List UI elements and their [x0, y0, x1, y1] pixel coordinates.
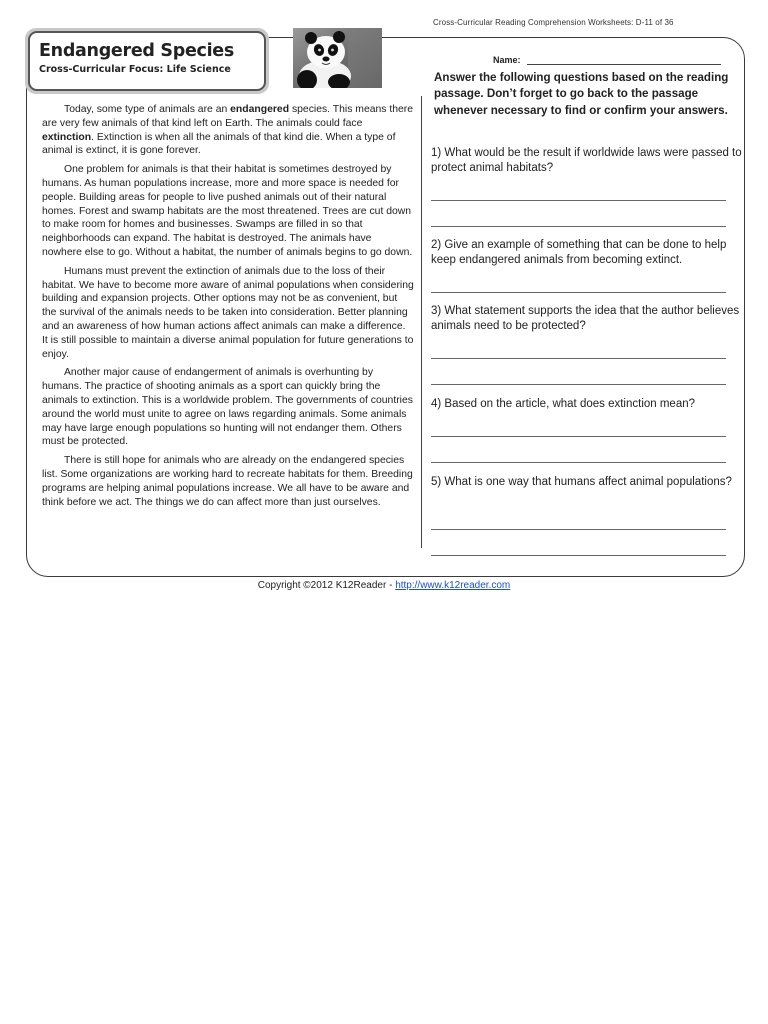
- title-badge-inner: [28, 31, 266, 91]
- question-3: 3) What statement supports the idea that the author believes animals need to be protected?: [431, 305, 740, 333]
- answer-line-3b[interactable]: [431, 384, 726, 385]
- worksheet-series-label: Cross-Curricular Reading Comprehension Worksheets: D-11 of 36: [433, 18, 674, 27]
- question-1: 1) What would be the result if worldwide laws were passed to protect animal habitats?: [431, 147, 742, 175]
- answer-line-1b[interactable]: [431, 226, 726, 227]
- copyright-footer: [0, 580, 768, 591]
- passage-paragraph: Today, some type of animals are an endangered species. This means there are very few animals of that kind left on Earth. The animals could face extinction. Extinction is when all the animals of that kind die. When a type of animal is extinct, it is gone forever.: [42, 104, 414, 157]
- answer-line-2a[interactable]: [431, 292, 726, 293]
- panda-photo-icon: [293, 28, 382, 88]
- copyright-text: Copyright ©2012 K12Reader -: [257, 580, 396, 591]
- answer-line-3a[interactable]: [431, 358, 726, 359]
- answer-line-1a[interactable]: [431, 200, 726, 201]
- reading-passage: [42, 103, 414, 514]
- question-2: 2) Give an example of something that can be done to help keep endangered animals from becoming extinct.: [431, 239, 727, 267]
- answer-line-4b[interactable]: [431, 462, 726, 463]
- passage-paragraph: One problem for animals is that their habitat is sometimes destroyed by humans. As human populations increase, more and more space is needed for people. Building areas for people to live pushed animals out of their natural homes. Forest and swamp habitats are the most threatened. Trees are cut down to make room for homes and businesses. Swamps are filled in so that neighborhoods can expand. The habitat is destroyed. The animals have nowhere else to go. Without a habitat, the number of animals begins to go down.: [42, 164, 413, 258]
- instructions: Answer the following questions based on the reading passage. Don’t forget to go back to the passage whenever necessary to find or confirm your answers.: [434, 71, 729, 117]
- answer-line-5b[interactable]: [431, 555, 726, 556]
- name-label: Name:: [493, 55, 521, 65]
- k12reader-link[interactable]: http://www.k12reader.com: [395, 580, 511, 591]
- answer-line-5a[interactable]: [431, 529, 726, 530]
- question-4: 4) Based on the article, what does extinction mean?: [431, 398, 696, 410]
- question-5: 5) What is one way that humans affect animal populations?: [431, 476, 732, 488]
- passage-paragraph: Humans must prevent the extinction of animals due to the loss of their habitat. We have to become more aware of animal populations when considering building and expansion projects. Other options may not be as convenient, but the survival of the animals needs to be taken into consideration. Better planning and an awareness of how human actions affect animals can make a difference. It is still possible to maintain a diverse animal population for future generations to enjoy.: [42, 265, 414, 360]
- name-input-line[interactable]: [527, 64, 721, 65]
- answer-line-4a[interactable]: [431, 436, 726, 437]
- column-divider: [421, 96, 422, 548]
- title-badge: [25, 28, 269, 94]
- worksheet-title: Endangered Species: [39, 41, 234, 61]
- worksheet-focus: Cross-Curricular Focus: Life Science: [39, 64, 231, 75]
- passage-paragraph: There is still hope for animals who are already on the endangered species list. Some organizations are working hard to recreate habitats for them. Breeding programs are helping animal populations increase. We all have to be aware and think before we act. The things we do can affect more than just ourselves.: [42, 455, 413, 508]
- passage-paragraph: Another major cause of endangerment of animals is overhunting by humans. The practice of shooting animals as a sport can quickly bring the animals to extinction. This is a worldwide problem. The governments of countries around the world must unite to agree on laws regarding animals. Some animals may have large enough populations so hunting will not endanger them. Others must be protected.: [42, 367, 413, 448]
